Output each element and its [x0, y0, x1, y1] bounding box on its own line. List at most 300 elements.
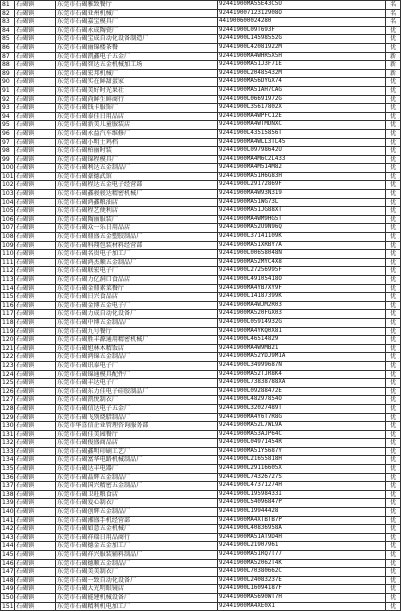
- business-name-cell: 东莞市石碣达丰电器厂: [56, 465, 218, 474]
- row-number: 116: [2, 301, 14, 309]
- table-row: [1, 576, 401, 585]
- business-name-cell: 东莞市石碣联宏电子厂: [56, 267, 218, 276]
- credit-code-cell: 92441900L35617802X: [218, 104, 386, 113]
- table-row: [1, 198, 401, 207]
- table-row: [1, 164, 401, 173]
- row-number: 119: [2, 327, 14, 335]
- town-cell: 石碣镇: [15, 516, 56, 525]
- table-row: [1, 267, 401, 276]
- row-number: 106: [2, 215, 14, 223]
- row-number: 141: [2, 516, 14, 524]
- town-cell: 石碣镇: [15, 499, 56, 508]
- table-row: [1, 456, 401, 465]
- table-row: [1, 78, 401, 87]
- credit-code-cell: 92441900L14598552G: [218, 35, 386, 44]
- business-name-cell: 东莞市石碣信达电子五金厂: [56, 404, 218, 413]
- business-name-cell: 东莞市石碣鑫明印刷工艺厂: [56, 447, 218, 456]
- row-number: 135: [2, 465, 14, 473]
- row-number: 87: [1, 52, 15, 61]
- town-cell: 石碣镇: [15, 336, 56, 345]
- town-cell: 石碣镇: [15, 258, 56, 267]
- category-cell: 名: [386, 1, 401, 10]
- credit-code-cell: 92441900L40836958A: [218, 525, 386, 534]
- business-name-cell: 东莞市石碣精利机电加工厂: [56, 602, 218, 611]
- credit-code-cell: 92441900MA5690WT7H: [218, 593, 386, 602]
- row-number: 84: [1, 26, 15, 35]
- town-cell: 石碣镇: [15, 585, 56, 594]
- table-row: [1, 155, 401, 164]
- business-name-cell: 东莞市石碣科翔包装材料经营部: [56, 241, 218, 250]
- town-cell: 石碣镇: [15, 121, 56, 130]
- business-name-cell: 东莞市石碣祥兴服装辅料制品厂: [56, 551, 218, 560]
- town-cell: 石碣镇: [15, 542, 56, 551]
- row-number: 93: [1, 104, 15, 113]
- category-cell: 优: [386, 181, 401, 190]
- business-name-cell: 东莞市石碣名贵电子加工厂: [56, 250, 218, 259]
- credit-code-cell: 92441900L09T693F: [218, 26, 386, 35]
- town-cell: 石碣镇: [15, 465, 56, 474]
- credit-code-cell: 92441900MA4Y6T7R8G: [218, 413, 386, 422]
- table-row: [1, 43, 401, 52]
- credit-code-cell: 92441900L70380662C: [218, 568, 386, 577]
- town-cell: 石碣镇: [15, 250, 56, 259]
- category-cell: 优: [386, 370, 401, 379]
- table-row: [1, 430, 401, 439]
- row-number: 112: [2, 267, 14, 275]
- table-row: [1, 525, 401, 534]
- credit-code-cell: 92441900MA4W93N319: [218, 190, 386, 199]
- category-cell: 优: [386, 593, 401, 602]
- town-cell: 石碣镇: [15, 207, 56, 216]
- town-cell: 石碣镇: [15, 241, 56, 250]
- town-cell: 石碣镇: [15, 284, 56, 293]
- credit-code-cell: 92441900MA51Y5687Y: [218, 447, 386, 456]
- row-number: 121: [2, 344, 14, 352]
- row-number: 81: [1, 1, 15, 10]
- table-row: [1, 310, 401, 319]
- business-name-cell: 东莞市石碣九号餐厅: [56, 327, 218, 336]
- row-number: 140: [2, 508, 14, 516]
- town-cell: 石碣镇: [15, 293, 56, 302]
- town-cell: 石碣镇: [15, 267, 56, 276]
- table-row: [1, 379, 401, 388]
- table-row: [1, 585, 401, 594]
- category-cell: 优: [386, 284, 401, 293]
- credit-code-cell: 92441900MA51WG73L: [218, 198, 386, 207]
- category-cell: 优: [386, 104, 401, 113]
- row-number: 82: [1, 9, 15, 18]
- business-name-cell: 东莞市石碣讯泰电子厂: [56, 361, 218, 370]
- table-row: [1, 224, 401, 233]
- row-number: 120: [2, 336, 14, 344]
- business-name-cell: 东莞市石碣程艺便利店: [56, 207, 218, 216]
- business-name-cell: 东莞市石碣豪德武馆: [56, 172, 218, 181]
- row-number: 134: [2, 456, 14, 464]
- credit-code-cell: 92441900MA52L7WL9A: [218, 422, 386, 431]
- row-number: 125: [2, 379, 14, 387]
- town-cell: 石碣镇: [15, 551, 56, 560]
- row-number: 94: [1, 112, 15, 121]
- category-cell: 优: [386, 542, 401, 551]
- town-cell: 石碣镇: [15, 404, 56, 413]
- town-cell: 石碣镇: [15, 593, 56, 602]
- table-row: [1, 215, 401, 224]
- row-number: 145: [2, 551, 14, 558]
- business-name-cell: 东莞市石碣一致自动化设备厂: [56, 576, 218, 585]
- business-name-cell: 东莞市石碣晶辉五金制品厂: [56, 473, 218, 482]
- credit-code-cell: 92441900MA4WJM2R03: [218, 301, 386, 310]
- table-row: [1, 602, 401, 611]
- town-cell: 石碣镇: [15, 430, 56, 439]
- category-cell: 优: [386, 533, 401, 542]
- table-row: [1, 465, 401, 474]
- credit-code-cell: 92441900L09798642U: [218, 147, 386, 156]
- category-cell: 优: [386, 585, 401, 594]
- table-row: [1, 559, 401, 568]
- row-number: 132: [2, 439, 14, 447]
- category-cell: 优: [386, 576, 401, 585]
- credit-code-cell: 92441900L46514829: [218, 336, 386, 345]
- category-cell: 优: [386, 26, 401, 35]
- table-row: [1, 9, 401, 18]
- credit-code-cell: 92441900MA4W9MB21: [218, 344, 386, 353]
- town-cell: 石碣镇: [15, 379, 56, 388]
- category-cell: 优: [386, 155, 401, 164]
- table-row: [1, 18, 401, 27]
- table-row: [1, 387, 401, 396]
- table-row: [1, 301, 401, 310]
- credit-code-cell: 92441900MA4WM9HG5T: [218, 215, 386, 224]
- town-cell: 石碣镇: [15, 35, 56, 44]
- table-row: [1, 482, 401, 491]
- business-name-cell: 东莞市石碣日兴食品店: [56, 293, 218, 302]
- town-cell: 石碣镇: [15, 361, 56, 370]
- credit-code-cell: 92441900MA52MYC4X8: [218, 258, 386, 267]
- credit-code-cell: 92441900MA53AJP64C: [218, 430, 386, 439]
- business-name-cell: 东莞市石碣凯悦制衣厂: [56, 396, 218, 405]
- town-cell: 石碣镇: [15, 224, 56, 233]
- credit-code-cell: 92441900MA4WTMDNXC: [218, 121, 386, 130]
- table-row: [1, 258, 401, 267]
- category-cell: 优: [386, 327, 401, 336]
- business-name-cell: 东莞市石碣小明土鸡档: [56, 138, 218, 147]
- row-number: 83: [1, 18, 15, 27]
- credit-code-cell: 92441900MA51J3F71E: [218, 61, 386, 70]
- business-name-cell: 东莞市石碣众一乐日用品店: [56, 224, 218, 233]
- row-number: 89: [1, 69, 15, 78]
- town-cell: 石碣镇: [15, 473, 56, 482]
- business-name-cell: 东莞市石碣程达五金电子经营部: [56, 181, 218, 190]
- category-cell: 优: [386, 147, 401, 156]
- row-number: 129: [2, 413, 14, 421]
- table-row: [1, 112, 401, 121]
- table-row: [1, 129, 401, 138]
- category-cell: 优: [386, 361, 401, 370]
- category-cell: 优: [386, 35, 401, 44]
- town-cell: 石碣镇: [15, 490, 56, 499]
- credit-code-cell: 92441900MA4WHR5X5H: [218, 52, 386, 61]
- credit-code-cell: 92441900MA4XTBTB7P: [218, 516, 386, 525]
- business-name-cell: 东莞市石碣柏丽时装: [56, 147, 218, 156]
- table-row: [1, 147, 401, 156]
- row-number: 100: [2, 164, 14, 172]
- credit-code-cell: 92441900MA520FGX03: [218, 310, 386, 319]
- category-cell: 名: [386, 9, 401, 18]
- business-name-cell: 东莞市石碣能建机械设备厂: [56, 593, 218, 602]
- business-name-cell: 东莞市石碣大光明眼镜店: [56, 585, 218, 594]
- row-number: 105: [2, 207, 14, 215]
- category-cell: 优: [386, 387, 401, 396]
- credit-code-cell: 92441900L74326727S: [218, 473, 386, 482]
- category-cell: 优: [386, 482, 401, 491]
- category-cell: 优: [386, 310, 401, 319]
- business-name-cell: 东莞市石碣国兴精密五金制品厂: [56, 482, 218, 491]
- row-number: 136: [2, 473, 14, 481]
- table-row: [1, 69, 401, 78]
- business-name-cell: 东莞市石碣新美儿童服装店: [56, 121, 218, 130]
- category-cell: 新: [386, 69, 401, 78]
- business-name-cell: 东莞市石碣鸿杰顺五金制品厂: [56, 258, 218, 267]
- row-number: 131: [2, 430, 14, 438]
- town-cell: 石碣镇: [15, 233, 56, 242]
- row-number: 104: [2, 198, 14, 206]
- category-cell: 优: [386, 224, 401, 233]
- credit-code-cell: 92441900L32027489T: [218, 404, 386, 413]
- table-row: [1, 293, 401, 302]
- category-cell: 优: [386, 129, 401, 138]
- row-number: 102: [2, 181, 14, 189]
- town-cell: 石碣镇: [15, 198, 56, 207]
- business-name-cell: 东莞市石碣鼎盛五金塑胶制品厂: [56, 233, 218, 242]
- row-number: 96: [1, 129, 15, 138]
- row-number: 91: [1, 86, 15, 95]
- category-cell: 优: [386, 430, 401, 439]
- credit-code-cell: 92441900MA55E43C5U: [218, 1, 386, 10]
- business-name-cell: 东莞市石碣鸿鑫粮油店: [56, 198, 218, 207]
- credit-code-cell: 92441900712312908O: [218, 9, 386, 18]
- credit-code-cell: 92441900L54096847P: [218, 499, 386, 508]
- credit-code-cell: 92441900MA52062T4K: [218, 559, 386, 568]
- business-name-cell: 东莞市石碣佳美园餐厅: [56, 430, 218, 439]
- town-cell: 石碣镇: [15, 318, 56, 327]
- row-number: 128: [2, 404, 14, 412]
- business-name-cell: 东莞市石碣力成自动化设备厂: [56, 310, 218, 319]
- row-number: 124: [2, 370, 14, 378]
- table-body: [1, 1, 401, 611]
- row-number: 127: [2, 396, 14, 404]
- credit-code-cell: 92441900L09288472E: [218, 387, 386, 396]
- town-cell: 石碣镇: [15, 164, 56, 173]
- category-cell: 优: [386, 508, 401, 517]
- table-row: [1, 181, 401, 190]
- row-number: 115: [2, 293, 14, 301]
- credit-code-cell: 92441900MA4YKQ0X81: [218, 327, 386, 336]
- category-cell: 优: [386, 86, 401, 95]
- business-name-cell: 东莞市石碣祥瑞日用品商行: [56, 533, 218, 542]
- business-name-cell: 东莞市石碣德金五金加工厂: [56, 542, 218, 551]
- row-number: 143: [2, 533, 14, 541]
- business-name-cell: 东莞市石碣金鼎素菜餐厅: [56, 284, 218, 293]
- business-name-cell: 东莞市石碣宝成自动化设备制造厂: [56, 35, 218, 44]
- row-number: 147: [2, 568, 14, 576]
- table-row: [1, 276, 401, 285]
- category-cell: 优: [386, 404, 401, 413]
- credit-code-cell: 92441900MA51H6G83H: [218, 172, 386, 181]
- table-row: [1, 439, 401, 448]
- row-number: 109: [2, 241, 14, 249]
- business-name-cell: 东莞市石碣钱卡服饰厂: [56, 104, 218, 113]
- credit-code-cell: 92441900MA51RQ7T77: [218, 551, 386, 560]
- town-cell: 石碣镇: [15, 533, 56, 542]
- category-cell: 优: [386, 301, 401, 310]
- table-row: [1, 447, 401, 456]
- category-cell: 新: [386, 52, 401, 61]
- category-cell: 优: [386, 602, 401, 611]
- category-cell: 优: [386, 258, 401, 267]
- category-cell: 优: [386, 499, 401, 508]
- town-cell: 石碣镇: [15, 129, 56, 138]
- category-cell: 优: [386, 276, 401, 285]
- town-cell: 石碣镇: [15, 370, 56, 379]
- row-number: 150: [2, 593, 14, 601]
- row-number: 126: [2, 387, 14, 395]
- business-name-cell: 东莞市石碣胜丰源通用精密机械厂: [56, 336, 218, 345]
- category-cell: 优: [386, 396, 401, 405]
- row-number: 137: [2, 482, 14, 490]
- category-cell: 优: [386, 198, 401, 207]
- table-row: [1, 396, 401, 405]
- town-cell: 石碣镇: [15, 190, 56, 199]
- row-number: 151: [2, 602, 14, 610]
- credit-code-cell: 92441900L19944428: [218, 508, 386, 517]
- table-row: [1, 190, 401, 199]
- category-cell: 优: [386, 447, 401, 456]
- credit-code-cell: 92441900MA4XE0X1: [218, 602, 386, 611]
- table-row: [1, 35, 401, 44]
- table-row: [1, 473, 401, 482]
- credit-code-cell: 92441900MA51AH7CAG: [218, 86, 386, 95]
- town-cell: 石碣镇: [15, 396, 56, 405]
- credit-code-cell: 92441900MA4M6C2L433: [218, 155, 386, 164]
- business-name-cell: 东莞市石碣德顺五金制品厂: [56, 559, 218, 568]
- table-row: [1, 138, 401, 147]
- row-number: 97: [1, 138, 15, 147]
- credit-code-cell: 92441900MA56DYGX74: [218, 78, 386, 87]
- category-cell: 优: [386, 516, 401, 525]
- category-cell: 优: [386, 490, 401, 499]
- category-cell: 优: [386, 551, 401, 560]
- business-name-cell: 东莞市石碣利达五金制品厂: [56, 164, 218, 173]
- business-name-cell: 东莞市石碣泰佳日用品店: [56, 112, 218, 121]
- business-name-cell: 东莞市华喜信企业管理咨询服务部: [56, 422, 218, 431]
- town-cell: 石碣镇: [15, 276, 56, 285]
- table-row: [1, 404, 401, 413]
- credit-code-cell: 92441900L42081922M: [218, 43, 386, 52]
- business-name-cell: 东莞市石碣富华电路机械制品厂: [56, 456, 218, 465]
- category-cell: 优: [386, 293, 401, 302]
- row-number: 113: [2, 276, 14, 283]
- credit-code-cell: 92441900L06691972G: [218, 95, 386, 104]
- table-row: [1, 593, 401, 602]
- town-cell: 石碣镇: [15, 508, 56, 517]
- row-number: 139: [2, 499, 14, 507]
- credit-code-cell: 92441900L21907961: [218, 542, 386, 551]
- business-name-cell: 东莞市石碣永益汽车维修厂: [56, 129, 218, 138]
- town-cell: 石碣镇: [15, 95, 56, 104]
- business-name-cell: 东莞市石碣俊盛商品店: [56, 439, 218, 448]
- business-name-cell: 东莞市石碣湘盛手机经营部: [56, 516, 218, 525]
- category-cell: 优: [386, 241, 401, 250]
- business-name-cell: 东莞市石碣美好时光果社: [56, 86, 218, 95]
- town-cell: 石碣镇: [15, 353, 56, 362]
- business-name-cell: 东莞市石碣卫旺粮食店: [56, 490, 218, 499]
- row-number: 85: [1, 35, 15, 44]
- credit-code-cell: 92441900L05914932G: [218, 318, 386, 327]
- credit-code-cell: 92441900L49105418O: [218, 276, 386, 285]
- row-number: 144: [2, 542, 14, 550]
- town-cell: 石碣镇: [15, 26, 56, 35]
- credit-code-cell: 92441900L34999687N: [218, 361, 386, 370]
- town-cell: 石碣镇: [15, 525, 56, 534]
- table-row: [1, 551, 401, 560]
- table-row: [1, 86, 401, 95]
- town-cell: 石碣镇: [15, 155, 56, 164]
- credit-code-cell: 92441900MA4M514M82: [218, 164, 386, 173]
- credit-code-cell: 92441900L48297854O: [218, 396, 386, 405]
- business-name-cell: 东莞市石碣陶丽服装厂: [56, 215, 218, 224]
- credit-code-cell: 92441900L73838788XA: [218, 379, 386, 388]
- town-cell: 石碣镇: [15, 69, 56, 78]
- town-cell: 石碣镇: [15, 387, 56, 396]
- credit-code-cell: 441900600024280: [218, 18, 386, 27]
- credit-code-cell: 92441900MA51AT9D4H: [218, 533, 386, 542]
- table-row: [1, 121, 401, 130]
- town-cell: 石碣镇: [15, 447, 56, 456]
- town-cell: 石碣镇: [15, 43, 56, 52]
- category-cell: 优: [386, 559, 401, 568]
- table-row: [1, 542, 401, 551]
- credit-code-cell: 92441900MA51XRBY7A: [218, 241, 386, 250]
- town-cell: 石碣镇: [15, 310, 56, 319]
- town-cell: 石碣镇: [15, 181, 56, 190]
- town-cell: 石碣镇: [15, 147, 56, 156]
- category-cell: 优: [386, 78, 401, 87]
- row-number: 99: [1, 155, 15, 164]
- business-name-cell: 东莞市石碣尚鲜生鲜商行: [56, 95, 218, 104]
- credit-code-cell: 92441900MA4WPFC12E: [218, 112, 386, 121]
- business-name-cell: 东莞市石碣实在鲜甜蛋家: [56, 78, 218, 87]
- category-cell: 优: [386, 164, 401, 173]
- category-cell: 优: [386, 353, 401, 362]
- row-number: 95: [1, 121, 15, 130]
- business-name-cell: 东莞市石碣东力佳电子硅胶制品厂: [56, 387, 218, 396]
- town-cell: 石碣镇: [15, 482, 56, 491]
- table-row: [1, 499, 401, 508]
- town-cell: 石碣镇: [15, 112, 56, 121]
- row-number: 103: [2, 190, 14, 198]
- row-number: 138: [2, 490, 14, 498]
- business-name-cell: 东莞市石碣亚州机械厂: [56, 9, 218, 18]
- category-cell: 优: [386, 336, 401, 345]
- category-cell: 优: [386, 172, 401, 181]
- town-cell: 石碣镇: [15, 422, 56, 431]
- row-number: 146: [2, 559, 14, 567]
- business-name-cell: 东莞市石碣鑫骏骏达精密机械厂: [56, 190, 218, 199]
- table-row: [1, 241, 401, 250]
- table-row: [1, 327, 401, 336]
- row-number: 117: [2, 310, 14, 318]
- credit-code-cell: 92441900L19598433I: [218, 490, 386, 499]
